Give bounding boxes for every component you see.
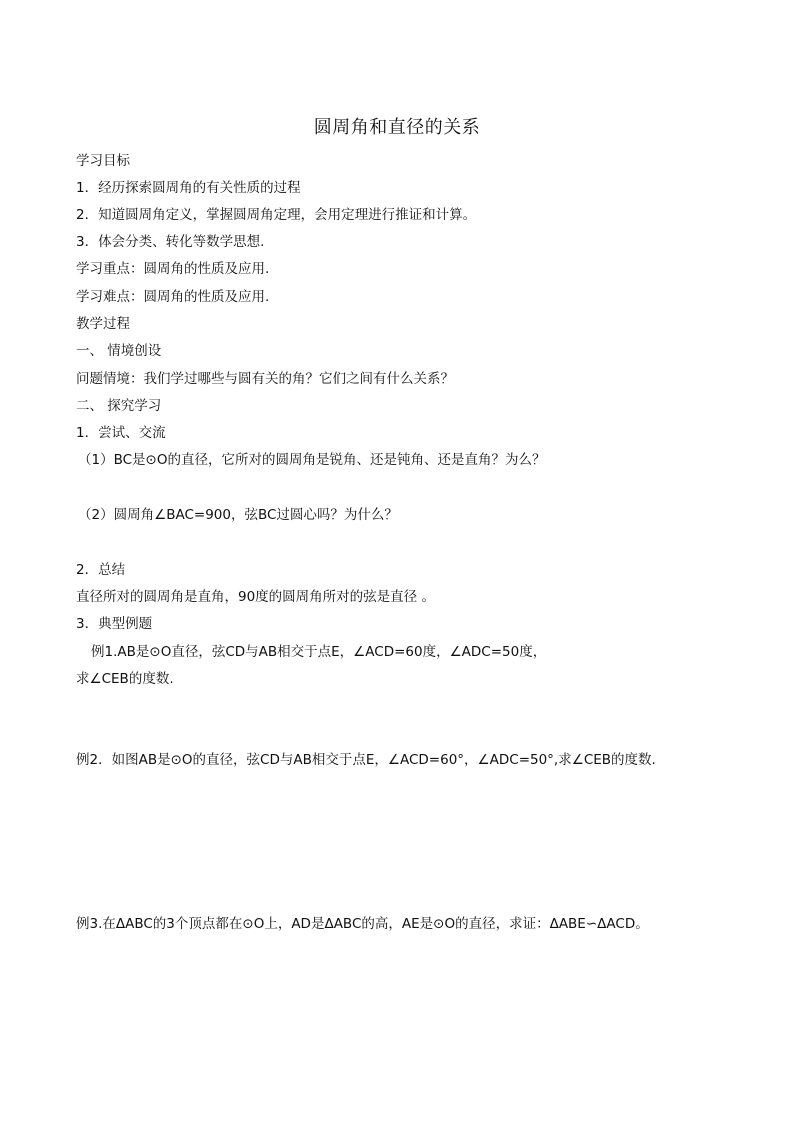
example-2: 例2．如图AB是⊙O的直径，弦CD与AB相交于点E，∠ACD=60°，∠ADC=50°,求∠CEB的度数. bbox=[76, 752, 656, 768]
examples-heading: 3．典型例题 bbox=[76, 616, 153, 632]
example-3: 例3.在ΔABC的3个顶点都在⊙O上，AD是ΔABC的高，AE是⊙O的直径，求证：ΔABE∽ΔACD。 bbox=[76, 916, 649, 932]
learning-goal-1: 1．经历探索圆周角的有关性质的过程 bbox=[76, 180, 301, 196]
example-1-line-1: 例1.AB是⊙O直径，弦CD与AB相交于点E，∠ACD=60度，∠ADC=50度， bbox=[91, 644, 547, 660]
summary-text: 直径所对的圆周角是直角，90度的圆周角所对的弦是直径 。 bbox=[76, 589, 435, 605]
try-and-discuss-heading: 1．尝试、交流 bbox=[76, 425, 166, 441]
document-title: 圆周角和直径的关系 bbox=[313, 117, 481, 138]
summary-heading: 2．总结 bbox=[76, 562, 126, 578]
part-1-heading: 一、 情境创设 bbox=[76, 343, 162, 359]
problem-situation: 问题情境：我们学过哪些与圆有关的角？它们之间有什么关系？ bbox=[76, 371, 454, 387]
part-2-heading: 二、 探究学习 bbox=[76, 398, 162, 414]
section-heading-learning-goals: 学习目标 bbox=[76, 153, 130, 169]
learning-difficulty: 学习难点：圆周角的性质及应用. bbox=[76, 289, 270, 305]
section-heading-teaching-process: 教学过程 bbox=[76, 316, 130, 332]
learning-goal-2: 2．知道圆周角定义，掌握圆周角定理，会用定理进行推证和计算。 bbox=[76, 207, 477, 223]
question-1: （1）BC是⊙O的直径，它所对的圆周角是锐角、还是钝角、还是直角？为么？ bbox=[78, 452, 546, 468]
question-2: （2）圆周角∠BAC=900，弦BC过圆心吗？为什么？ bbox=[78, 507, 398, 523]
learning-key-point: 学习重点：圆周角的性质及应用. bbox=[76, 261, 270, 277]
learning-goal-3: 3．体会分类、转化等数学思想. bbox=[76, 234, 265, 250]
example-1-line-2: 求∠CEB的度数. bbox=[76, 671, 174, 687]
